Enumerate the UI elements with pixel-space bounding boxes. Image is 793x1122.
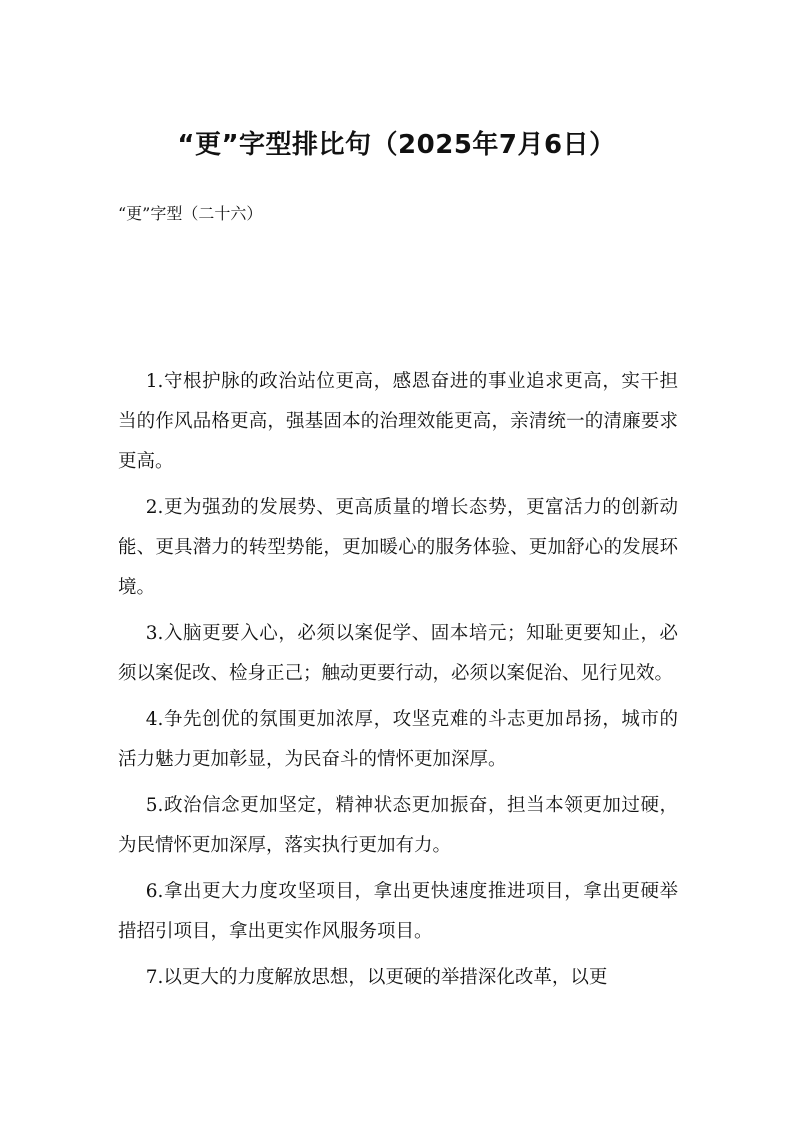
- paragraph-5: 5.政治信念更加坚定，精神状态更加振奋，担当本领更加过硬，为民情怀更加深厚，落实执行更加有力。: [118, 795, 678, 856]
- page-title: “更”字型排比句（2025年7月6日）: [177, 130, 616, 160]
- paragraph-6: 6.拿出更大力度攻坚项目，拿出更快速度推进项目，拿出更硬举措招引项目，拿出更实作风服务项目。: [118, 881, 678, 942]
- paragraph-2: 2.更为强劲的发展势、更高质量的增长态势，更富活力的创新动能、更具潜力的转型势能，更加暖心的服务体验、更加舒心的发展环境。: [118, 497, 678, 598]
- paragraph-3: 3.入脑更要入心，必须以案促学、固本培元；知耻更要知止，必须以案促改、检身正己；触动更要行动，必须以案促治、见行见效。: [118, 623, 678, 684]
- paragraph-1: 1.守根护脉的政治站位更高，感恩奋进的事业追求更高，实干担当的作风品格更高，强基固本的治理效能更高，亲清统一的清廉要求更高。: [118, 371, 678, 472]
- document-body: [118, 362, 678, 1004]
- paragraph-4: 4.争先创优的氛围更加浓厚，攻坚克难的斗志更加昂扬，城市的活力魅力更加彰显，为民奋斗的情怀更加深厚。: [118, 709, 678, 770]
- paragraph-7: 7.以更大的力度解放思想，以更硬的举措深化改革，以更: [145, 967, 608, 988]
- section-subtitle: “更”字型（二十六）: [118, 204, 263, 223]
